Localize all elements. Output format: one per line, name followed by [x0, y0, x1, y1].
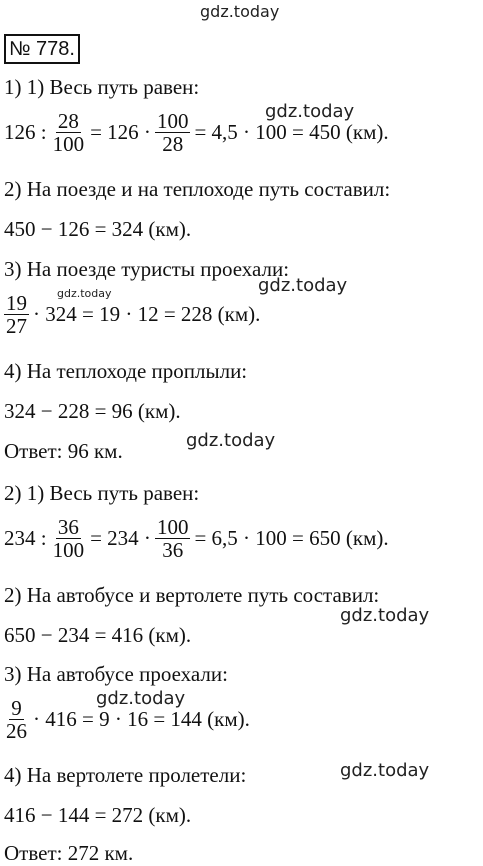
watermark-3: gdz.today: [57, 287, 112, 300]
numerator: 100: [156, 109, 189, 133]
part1-equation1: [4, 110, 389, 155]
denominator: 28: [162, 132, 184, 156]
part2-step2: 2) На автобусе и вертолете путь составил:: [4, 583, 380, 607]
fraction: [51, 516, 87, 561]
eq-text: · 416 = 9 · 16 = 144 (км).: [33, 707, 250, 731]
part2-step1: 2) 1) Весь путь равен:: [4, 481, 200, 505]
denominator: 100: [52, 132, 85, 156]
watermark-5: gdz.today: [340, 605, 430, 626]
part1-step2: 2) На поезде и на теплоходе путь составил:: [4, 177, 391, 201]
part2-calc2: 650 − 234 = 416 (км).: [4, 623, 192, 647]
part1-calc2: 450 − 126 = 324 (км).: [4, 217, 192, 241]
problem-number: № 778.: [4, 34, 80, 64]
eq-text: = 126 ·: [90, 120, 151, 144]
part1-calc4: 324 − 228 = 96 (км).: [4, 399, 181, 423]
fraction: [4, 292, 29, 337]
eq-text: · 324 = 19 · 12 = 228 (км).: [33, 302, 261, 326]
denominator: 26: [6, 719, 27, 743]
part1-step4: 4) На теплоходе проплыли:: [4, 359, 248, 383]
part2-calc4: 416 − 144 = 272 (км).: [4, 803, 192, 827]
part2-answer: Ответ: 272 км.: [4, 841, 134, 865]
part1-answer: Ответ: 96 км.: [4, 439, 123, 463]
eq-text: = 234 ·: [90, 526, 151, 550]
numerator: 9: [11, 696, 22, 720]
watermark-2: gdz.today: [258, 275, 348, 296]
watermark-top: gdz.today: [200, 2, 280, 21]
watermark-4: gdz.today: [186, 430, 276, 451]
watermark-7: gdz.today: [340, 760, 430, 781]
denominator: 36: [162, 538, 184, 562]
denominator: 27: [6, 314, 27, 338]
part2-equation2: [4, 697, 250, 742]
numerator: 100: [156, 515, 189, 539]
numerator: 36: [57, 515, 79, 539]
part1-equation2: [4, 292, 260, 337]
part1-step3: 3) На поезде туристы проехали:: [4, 257, 290, 281]
watermark-1: gdz.today: [265, 101, 355, 122]
denominator: 100: [52, 538, 85, 562]
fraction: [155, 110, 191, 155]
numerator: 28: [57, 109, 79, 133]
fraction: [51, 110, 87, 155]
part2-step4: 4) На вертолете пролетели:: [4, 763, 247, 787]
numerator: 19: [6, 291, 27, 315]
watermark-6: gdz.today: [96, 688, 186, 709]
part2-step3: 3) На автобусе проехали:: [4, 662, 228, 686]
eq-text: 234 :: [4, 526, 47, 550]
eq-text: 126 :: [4, 120, 47, 144]
fraction: [4, 697, 29, 742]
eq-text: = 6,5 · 100 = 650 (км).: [194, 526, 389, 550]
eq-text: = 4,5 · 100 = 450 (км).: [194, 120, 389, 144]
fraction: [155, 516, 191, 561]
part1-step1: 1) 1) Весь путь равен:: [4, 75, 200, 99]
part2-equation1: [4, 516, 389, 561]
